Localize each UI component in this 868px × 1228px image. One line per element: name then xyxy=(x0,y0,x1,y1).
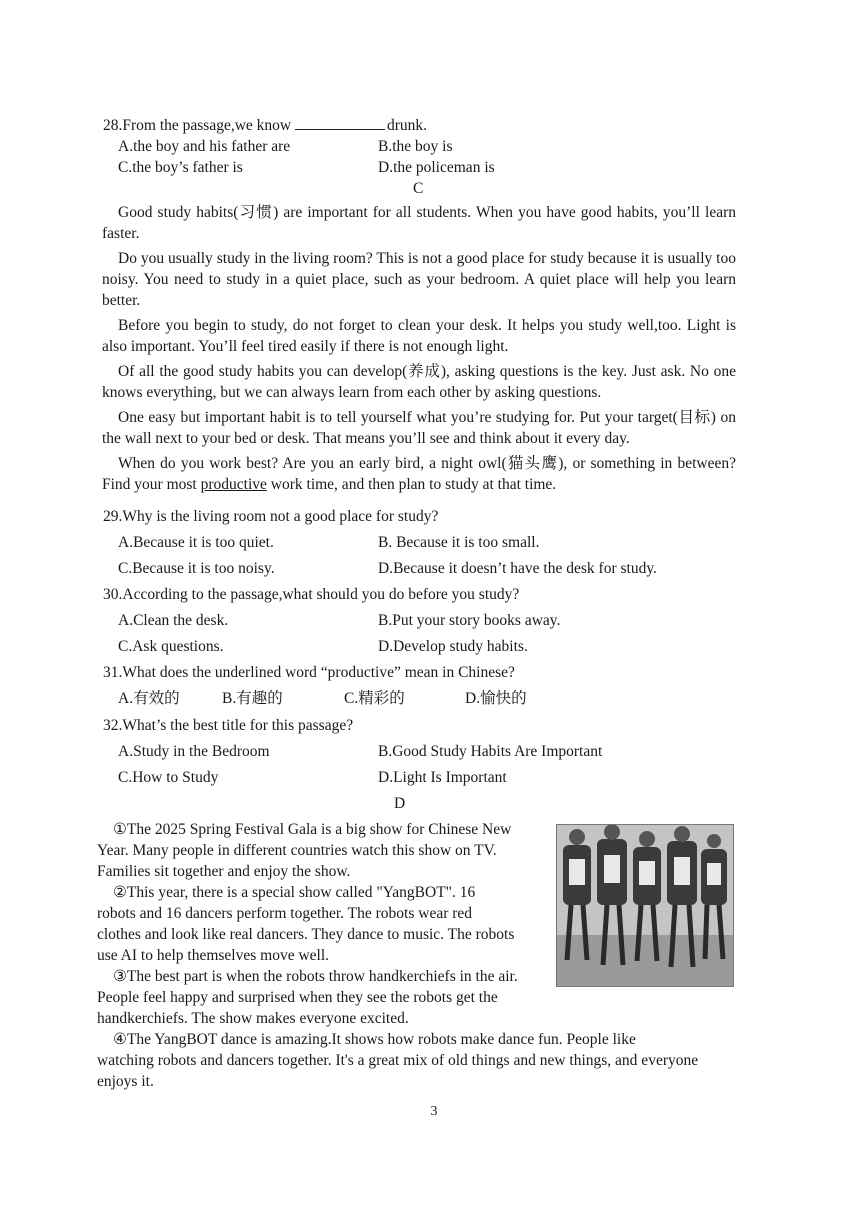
answer-blank xyxy=(295,115,385,130)
section-d-heading: D xyxy=(394,795,406,812)
q29-option-c: C.Because it is too noisy. xyxy=(118,560,275,577)
robots-dancing-photo xyxy=(556,824,734,987)
q31-option-c: C.精彩的 xyxy=(344,690,405,707)
text-line: enjoys it. xyxy=(97,1073,154,1090)
passage-d-paragraph-2 xyxy=(97,882,544,966)
text-line: Families sit together and enjoy the show. xyxy=(97,863,351,880)
q29-option-a: A.Because it is too quiet. xyxy=(118,534,274,551)
q30-option-b: B.Put your story books away. xyxy=(378,612,561,629)
text-line: ②This year, there is a special show called "YangBOT". 16 xyxy=(113,884,476,901)
q28-stem xyxy=(103,115,427,136)
q30-option-d: D.Develop study habits. xyxy=(378,638,528,655)
passage-c-paragraph-3: Before you begin to study, do not forget to clean your desk. It helps you study well,too. Light is also important. You’ll feel tired easily if there is not enough light. xyxy=(102,317,736,355)
q31-option-a: A.有效的 xyxy=(118,690,180,707)
q28-option-c: C.the boy’s father is xyxy=(118,159,243,176)
q30-option-a: A.Clean the desk. xyxy=(118,612,229,629)
text-line: Year. Many people in different countries watch this show on TV. xyxy=(97,842,497,859)
q32-option-a: A.Study in the Bedroom xyxy=(118,743,270,760)
text-line: ④The YangBOT dance is amazing.It shows how robots make dance fun. People like xyxy=(113,1031,636,1048)
text-line: handkerchiefs. The show makes everyone excited. xyxy=(97,1010,409,1027)
q28-suffix: drunk. xyxy=(387,117,428,134)
text-line: People feel happy and surprised when they see the robots get the xyxy=(97,989,498,1006)
underlined-word: productive xyxy=(200,476,267,493)
q32-stem: 32.What’s the best title for this passage? xyxy=(103,717,354,734)
paragraph-6-text-start: When do you work best? Are you an early bird, a night owl(猫头鹰), or something in between? Find your most xyxy=(102,455,736,493)
q30-option-c: C.Ask questions. xyxy=(118,638,224,655)
q29-option-d: D.Because it doesn’t have the desk for study. xyxy=(378,560,657,577)
passage-d-paragraph-3 xyxy=(97,966,544,1029)
q31-option-d: D.愉快的 xyxy=(465,690,527,707)
passage-c-paragraph-5: One easy but important habit is to tell yourself what you’re studying for. Put your target(目标) on the wall next to your bed or desk. That means you’ll see and think about it every day. xyxy=(102,409,736,447)
paragraph-6-text-end: work time, and then plan to study at that time. xyxy=(266,476,557,493)
passage-c-paragraph-1: Good study habits(习惯) are important for all students. When you have good habits, you’ll learn faster. xyxy=(102,204,736,242)
text-line: watching robots and dancers together. It's a great mix of old things and new things, and everyone xyxy=(97,1052,699,1069)
q32-option-b: B.Good Study Habits Are Important xyxy=(378,743,603,760)
q30-stem: 30.According to the passage,what should you do before you study? xyxy=(103,586,520,603)
text-line: clothes and look like real dancers. They dance to music. The robots xyxy=(97,926,515,943)
passage-c xyxy=(102,202,736,495)
passage-c-paragraph-2: Do you usually study in the living room? This is not a good place for study because it is usually too noisy. You need to study in a quiet place, such as your bedroom. A quiet place will help you learn better. xyxy=(102,250,736,309)
q32-option-d: D.Light Is Important xyxy=(378,769,507,786)
text-line: use AI to help themselves move well. xyxy=(97,947,330,964)
page-number: 3 xyxy=(430,1104,438,1119)
text-line: ①The 2025 Spring Festival Gala is a big show for Chinese New xyxy=(113,821,512,838)
q28-option-b: B.the boy is xyxy=(378,138,453,155)
section-c-heading: C xyxy=(413,180,424,197)
q31-option-b: B.有趣的 xyxy=(222,690,283,707)
q32-option-c: C.How to Study xyxy=(118,769,219,786)
passage-c-paragraph-6 xyxy=(102,453,736,495)
q28-option-d: D.the policeman is xyxy=(378,159,495,176)
q29-option-b: B. Because it is too small. xyxy=(378,534,540,551)
photo-robots-dancing-icon xyxy=(557,825,733,986)
q28-option-a: A.the boy and his father are xyxy=(118,138,291,155)
q29-stem: 29.Why is the living room not a good place for study? xyxy=(103,508,439,525)
passage-d-paragraph-1 xyxy=(97,819,544,882)
text-line: ③The best part is when the robots throw handkerchiefs in the air. xyxy=(113,968,518,985)
q28-prefix: 28.From the passage,we know xyxy=(103,117,292,134)
text-line: robots and 16 dancers perform together. The robots wear red xyxy=(97,905,473,922)
q31-stem: 31.What does the underlined word “productive” mean in Chinese? xyxy=(103,664,515,681)
passage-c-paragraph-4: Of all the good study habits you can develop(养成), asking questions is the key. Just ask. No one knows everything, but we can always learn from each other by asking questions. xyxy=(102,363,736,401)
passage-d-paragraph-4 xyxy=(97,1029,731,1092)
